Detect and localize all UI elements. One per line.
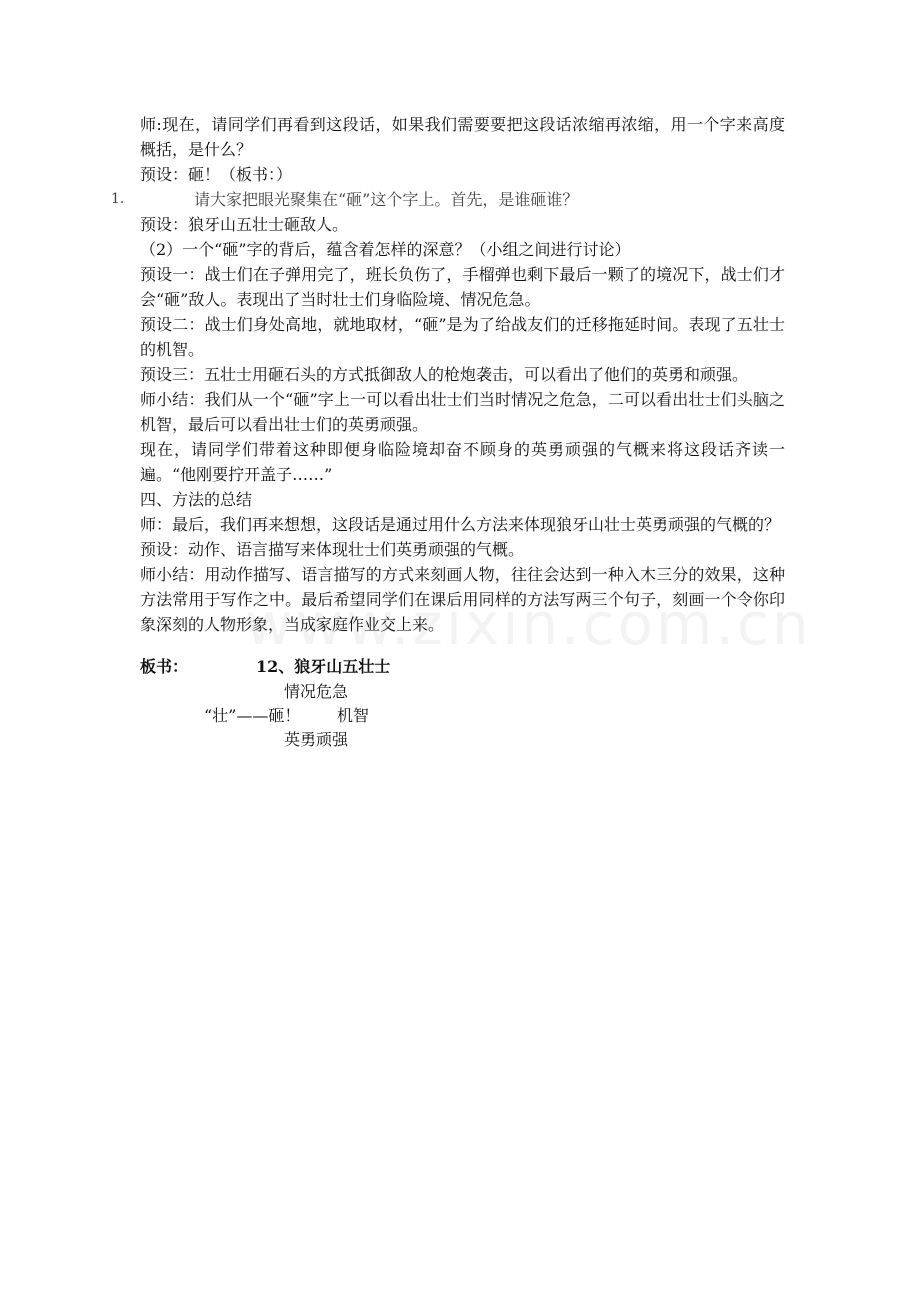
- board-line-danger: [140, 679, 785, 703]
- section-heading-method-summary: 四、方法的总结: [140, 490, 253, 509]
- numbered-item: [111, 187, 785, 212]
- paragraph-preset-one: 预设一：战士们在子弹用完了，班长负伤了，手榴弹也剩下最后一颗了的境况下，战士们才会“砸”敌人。表现出了当时壮士们身临险境、情况危急。: [140, 265, 785, 309]
- paragraph-teacher-final-summary: 师小结：用动作描写、语言描写的方式来刻画人物，往往会达到一种入木三分的效果，这种方法常用于写作之中。最后希望同学们在课后用同样的方法写两三个句子，刻画一个令你印象深刻的人物形象，当成家庭作业交上来。: [140, 565, 785, 634]
- paragraph-teacher-final-question: 师：最后，我们再来想想，这段话是通过用什么方法来体现狼牙山壮士英勇顽强的气概的？: [140, 515, 781, 534]
- list-number: 1.: [111, 191, 125, 207]
- paragraph-teacher-summary: 师小结：我们从一个“砸”字上一可以看出壮士们当时情况之危急，二可以看出壮士们头脑之机智，最后可以看出壮士们的英勇顽强。: [140, 390, 785, 434]
- paragraph-preset-method: 预设：动作、语言描写来体现壮士们英勇顽强的气概。: [140, 540, 525, 559]
- board-item-wit: 机智: [337, 706, 370, 725]
- board-item-danger: 情况危急: [284, 682, 349, 701]
- paragraph-preset-three: 预设三：五壮士用砸石头的方式抵御敌人的枪炮袭击，可以看出了他们的英勇和顽强。: [140, 365, 749, 384]
- spacer: [140, 637, 785, 654]
- numbered-item-text: 请大家把眼光聚集在“砸”这个字上。首先，是谁砸谁？: [194, 190, 579, 209]
- board-item-zhuang-za: “壮”——砸！: [204, 706, 301, 725]
- board-heading: 12、狼牙山五壮士: [256, 657, 391, 676]
- board-line-zhuang: [140, 703, 785, 727]
- board-line-brave: [140, 727, 785, 751]
- board-item-brave: 英勇顽强: [284, 730, 349, 749]
- board-title-row: [140, 654, 785, 679]
- lesson-text: [111, 112, 785, 751]
- paragraph-preset-answer: 预设：砸！（板书：）: [140, 165, 293, 184]
- paragraph-preset-who: 预设：狼牙山五壮士砸敌人。: [140, 215, 349, 234]
- paragraph-read-aloud: 现在，请同学们带着这种即便身临险境却奋不顾身的英勇顽强的气概来将这段话齐读一遍。“他刚要拧开盖子……”: [140, 440, 785, 484]
- board-label: 板书：: [140, 657, 189, 676]
- paragraph-preset-two: 预设二：战士们身处高地，就地取材，“砸”是为了给战友们的迁移拖延时间。表现了五壮士的机智。: [140, 315, 785, 359]
- paragraph-discussion-question: （2）一个“砸”字的背后，蕴含着怎样的深意？（小组之间进行讨论）: [140, 240, 631, 259]
- paragraph-teacher-question: 师:现在，请同学们再看到这段话，如果我们需要要把这段话浓缩再浓缩，用一个字来高度概括，是什么？: [140, 115, 785, 159]
